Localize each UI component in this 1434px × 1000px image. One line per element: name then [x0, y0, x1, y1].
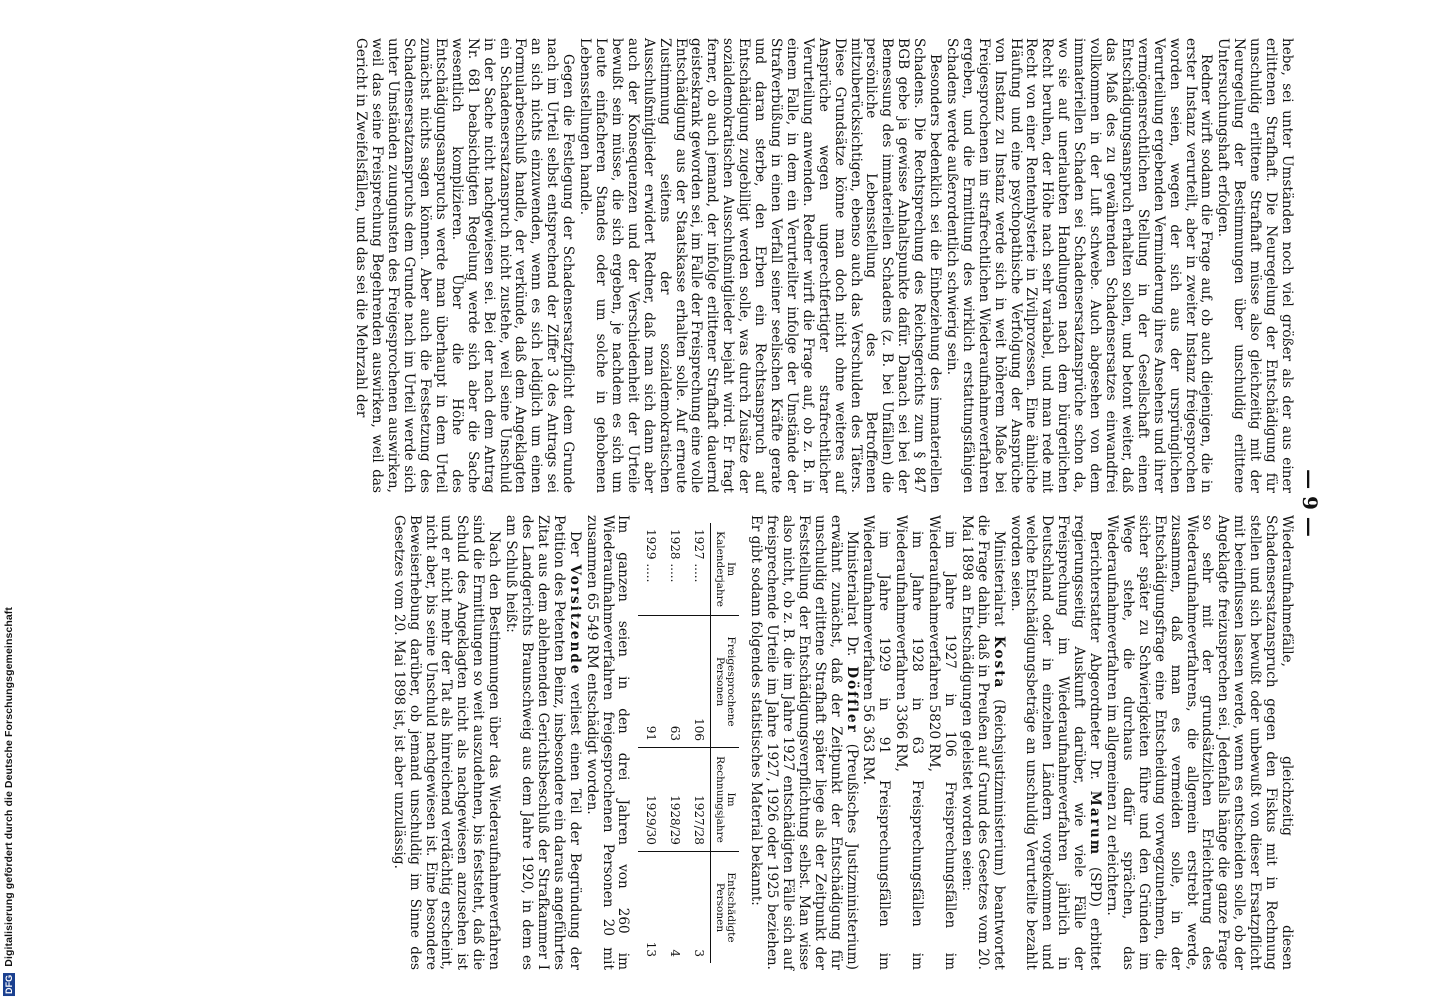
- paragraph: Redner wirft sodann die Frage auf, ob auch diejenigen, die in erster Instanz verurteilt, aber in zweiter Instanz freigesprochen worden seien, wegen der sich aus der ursprünglichen Verurteilung ergebenden Verminderung ihres Ansehens und ihrer vermögensrechtlichen Stellung in der Gesellschaft einen Entschädigungsanspruch erhalten sollen, und betont weiter, daß das Maß des zu gewährenden Schadensersatzes einwandfrei vollkommen in der Luft schwebe. Auch abgesehen von dem immateriellen Schaden sei Schadensersatzansprüche schon da, wo sie auf unerlaubten Handlungen nach dem bürgerlichen Recht beruhen, der Höhe nach sehr variabel, und man rede mit Recht von einer Rentenhysterie in Zivilprozessen. Eine ähnliche Häufung und eine psychopathische Verfolgung der Ansprüche von Instanz zu Instanz werde sich in weit höherem Maße bei Freigesprochenen im strafrechtlichen Wiederaufnahmeverfahren ergeben, und die Ermittlung des wirklich erstattungsfähigen Schadens werde außerordentlich schwierig sein.: [943, 38, 1215, 493]
- table-cell: 106: [686, 616, 710, 748]
- paragraph: Gegen die Festlegung der Schadensersatzpflicht dem Grunde nach im Urteil selbst entsprechend der Ziffer 3 des Antrags sei an sich nichts einzuwenden, wenn es sich lediglich um einen Formularbeschluß handle, der verkünde, daß dem Angeklagten ein Schadensersatzanspruch nicht zustehe, weil seine Unschuld in der Sache nicht nachgewiesen sei. Bei der nach dem Antrag Nr. 681 beabsichtigten Regelung werde sich aber die Sache wesentlich komplizieren. Über die Höhe des Entschädigungsanspruchs werde man überhaupt in dem Urteil zunächst nichts sagen können. Aber auch die Festsetzung des Schadensersatzanspruchs dem Grunde nach im Urteil werde sich unter Umständen zuungunsten des Freigesprochenen auswirken, weil das seine Freisprechung Begehrenden auswirken, weil das Gericht in Zweifelsfällen, und das sei die Mehrzahl der: [353, 38, 577, 493]
- table-cell: 1929/30: [638, 748, 662, 852]
- dfg-logo: DFG: [4, 974, 14, 994]
- figure-line: im Jahre 1928 in 63 Freisprechungsfällen im Wiederaufnahmeverfahren 3366 RM,: [893, 515, 926, 970]
- credit-text: Digitalisierung gefördert durch die Deutsche Forschungsgemeinschaft: [3, 606, 15, 967]
- table-cell: 4: [662, 851, 686, 963]
- table-cell: 1929 .....: [644, 529, 659, 583]
- credit-text-block: [3, 607, 15, 996]
- table-header: Freigesprochene Personen: [711, 616, 740, 748]
- table-header: Im Rechnungsjahre: [711, 748, 740, 852]
- right-column: [390, 515, 1294, 970]
- table-cell: 1927 .....: [692, 529, 707, 583]
- paragraph-doeffler: Ministerialrat Dr. Döffler (Preußisches Justizministerium) erwähnt zunächst, daß der Zeitpunkt der Entschädigung für unschuldig erlittene Strafhaft später liege als der Zeitpunkt der Feststellung der Entschädigungsverpflichtung selbst. Man wisse also nicht, ob z. B. die im Jahre 1927 entschädigten Fälle sich auf freisprechende Urteile im Jahre 1927, 1926 oder 1925 beziehen. Er gibt sodann folgendes statistisches Material bekannt:: [748, 515, 860, 970]
- figure-line: im Jahre 1927 in 106 Freisprechungsfällen im Wiederaufnahmeverfahren 5820 RM,: [926, 515, 958, 970]
- table-header: Entschädigte Personen: [711, 851, 740, 963]
- table-cell: 63: [662, 616, 686, 748]
- paragraph-vorsitzende: Der Vorsitzende verliest einen Teil der Begründung der Petition des Petenten Beinz, insbesondere ein daraus angeführtes Zitat aus dem ablehnenden Gerichtsbeschluß der Strafkammer I des Landgerichts Braunschweig aus dem Jahre 1920, in dem es am Schluß heißt:: [503, 515, 583, 970]
- table-row: [662, 523, 686, 963]
- statistics-table: [638, 523, 739, 963]
- table-cell: 3: [686, 851, 710, 963]
- speaker-name: Döffler: [843, 666, 860, 734]
- table-row: [638, 523, 662, 963]
- table-cell: 1928/29: [662, 748, 686, 852]
- table-cell: 1927/28: [686, 748, 710, 852]
- document-page: [126, 38, 1322, 970]
- table-header: Im Kalenderjahre: [711, 523, 740, 616]
- digitization-credit: [0, 0, 22, 1000]
- table-header-row: [711, 523, 740, 963]
- table-row: [686, 523, 710, 963]
- paragraph-kosta: Ministerialrat Kosta (Reichsjustizministerium) beantwortet die Frage dahin, daß in Preußen auf Grund des Gesetzes vom 20. Mai 1898 an Entschädigungen geleistet worden seien:: [958, 515, 1007, 970]
- paragraph: hebe, sei unter Umständen noch viel größer als der aus einer erlittenen Strafhaft. Die Neuregelung der Entschädigung für unschuldig erlittene Strafhaft müsse also gleichzeitig mit der Neuregelung der Bestimmungen über unschuldig erlittene Untersuchungshaft erfolgen.: [1215, 38, 1295, 493]
- page-number: — 9 —: [1298, 469, 1322, 537]
- paragraph: Im ganzen seien in den drei Jahren von 260 im Wiederaufnahmeverfahren freigesprochenen Personen 20 mit zusammen 65 549 RM entschädigt worden.: [583, 515, 632, 970]
- table-cell: 13: [638, 851, 662, 963]
- speaker-name: Marum: [1087, 790, 1104, 857]
- speaker-name: Vorsitzende: [566, 564, 583, 676]
- paragraph: Besonders bedenklich sei die Einbeziehung des immateriellen Schadens. Die Rechtsprechung des Reichsgerichts zum § 847 BGB gebe ja gewisse Anhaltspunkte dafür. Danach sei bei der Bemessung des immateriellen Schadens (z. B. bei Unfällen) die persönliche Lebensstellung des Betroffenen mitzuberücksichtigen, ebenso auch das Verschulden des Täters. Diese Grundsätze könne man doch nicht ohne weiteres auf Ansprüche wegen ungerechtfertigter strafrechtlicher Verurteilung anwenden. Redner wirft die Frage auf, ob z. B. in einem Falle, in dem ein Verurteilter infolge der Umstände der Strafverbüßung in einen Verfall seiner seelischen Kräfte gerate und daran sterbe, den Erben ein Rechtsanspruch auf Entschädigung zugebilligt werden solle, was durch Zusätze der sozialdemokratischen Ausschußmitglieder bejaht wird. Er fragt ferner, ob auch jemand, der infolge erlittener Strafhaft dauernd geisteskrank geworden sei, im Falle der Freisprechung eine volle Entschädigung aus der Staatskasse erhalten solle. Auf erneute Zustimmung seitens der sozialdemokratischen Ausschußmitglieder erwidert Redner, daß man sich dann aber auch der Konsequenzen und der Verschiedenheit der Urteile bewußt sein müsse, die sich ergeben, je nachdem es sich um Leute einfacheren Standes oder um solche in gehobenen Lebensstellungen handle.: [577, 38, 944, 493]
- paragraph-marum: Berichterstatter Abgeordneter Dr. Marum (SPD) erbittet regierungsseitig Auskunft darüber, wie viele Fälle der Freisprechung im Wiederaufnahmeverfahren jährlich in Deutschland oder in einzelnen Ländern vorgekommen und welche Entschädigungsbeträge an unschuldig Verurteilte bezahlt worden seien.: [1007, 515, 1104, 970]
- table-cell: 91: [638, 616, 662, 748]
- figure-line: im Jahre 1929 in 91 Freisprechungsfällen im Wiederaufnahmeverfahren 56 363 RM.: [860, 515, 893, 970]
- left-column: [353, 38, 1294, 493]
- paragraph: Wiederaufnahmefälle, gleichzeitig diesen Schadensersatzanspruch gegen den Fiskus mit in Rechnung stellen und sich bewußt oder unbewußt von dieser Ersatzpflicht mit beeinflussen lassen werde, wenn es entscheiden solle, ob der Angeklagte freizusprechen sei. Jedenfalls hänge die ganze Frage so sehr mit der grundsätzlichen Erleichterung des Wiederaufnahmeverfahrens, die allgemein erstrebt werde, zusammen, daß man es vermeiden solle, in der Entschädigungsfrage eine Entscheidung vorwegzunehmen, die sicher später zu Schwierigkeiten führe und den Gründen im Wege stehe, die durchaus dafür sprächen, das Wiederaufnahmeverfahren im allgemeinen zu erleichtern.: [1104, 515, 1295, 970]
- speaker-name: Kosta: [990, 635, 1007, 690]
- table-cell: 1928 .....: [668, 529, 683, 583]
- quoted-paragraph: Nach den Bestimmungen über das Wiederaufnahmeverfahren sind die Ermittlungen so weit auszudehnen, bis feststeht, daß die Schuld des Angeklagten nicht als nachgewiesen anzusehen ist und er nicht mehr der Tat als hinreichend verdächtig erscheint, nicht aber, bis seine Unschuld nachgewiesen ist. Eine besondere Beweiserhebung darüber, ob jemand unschuldig im Sinne des Gesetzes vom 20. Mai 1898 ist, ist aber unzulässig.: [390, 515, 503, 970]
